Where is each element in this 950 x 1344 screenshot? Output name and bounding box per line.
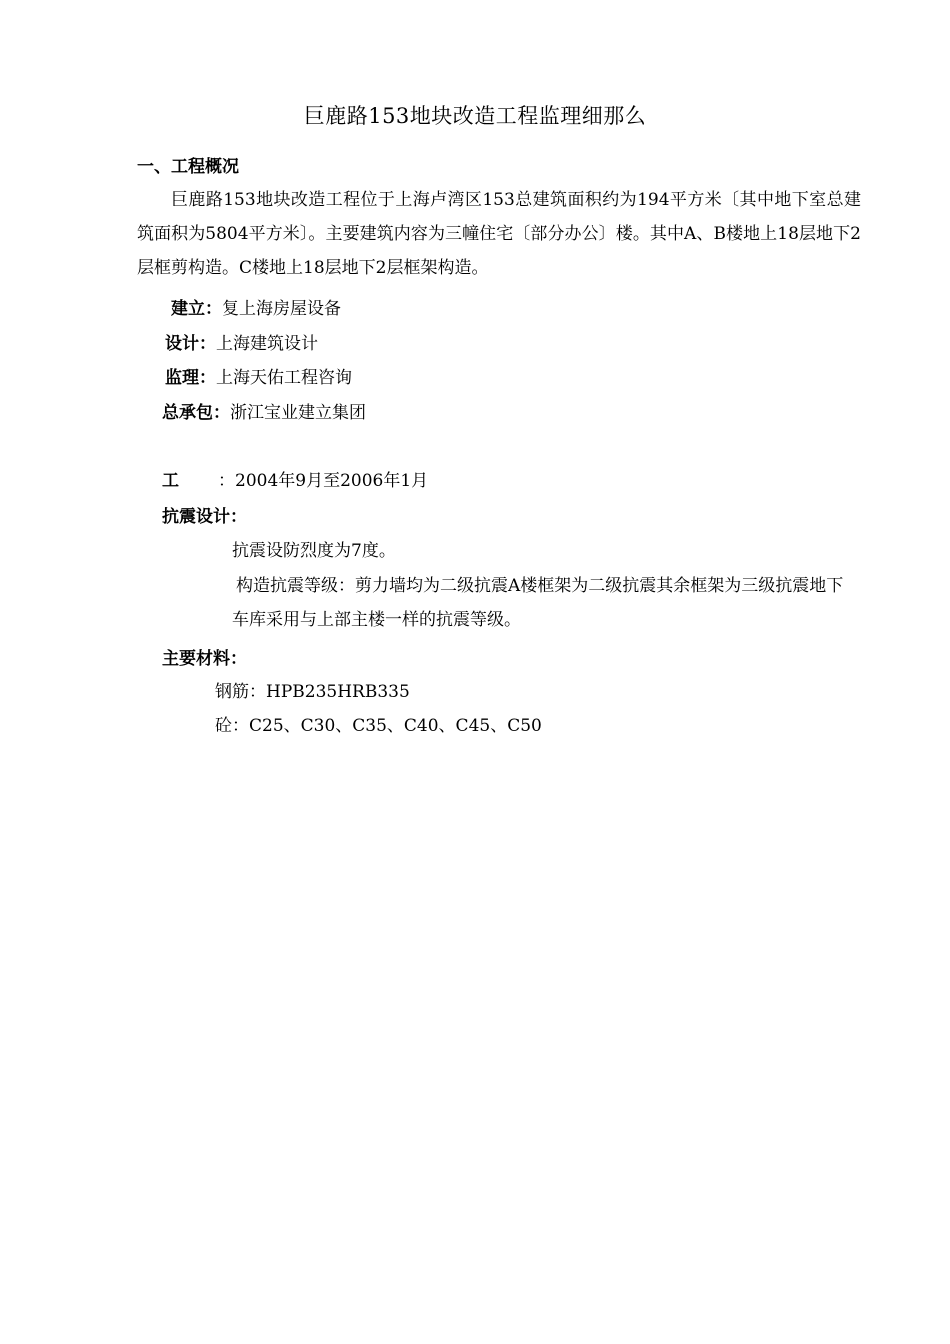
supervisor-label: 监理： bbox=[165, 368, 216, 388]
concrete-line: 砼：C25、C30、C35、C40、C45、C50 bbox=[215, 716, 542, 736]
overview-paragraph: 巨鹿路153地块改造工程位于上海卢湾区153总建筑面积约为194平方米〔其中地下室总建筑面积为5804平方米〕。主要建筑内容为三幢住宅〔部分办公〕楼。其中A、B楼地上18层地下2层框剪构造。C楼地上18层地下2层框架构造。 bbox=[137, 190, 861, 278]
designer-value: 上海建筑设计 bbox=[216, 334, 318, 354]
designer-label: 设计： bbox=[165, 334, 216, 354]
contractor-label: 总承包： bbox=[162, 403, 230, 423]
supervisor-row bbox=[165, 367, 352, 389]
materials-heading: 主要材料： bbox=[162, 649, 247, 669]
builder-label: 建立： bbox=[171, 299, 222, 319]
period-row bbox=[162, 470, 428, 492]
rebar-line: 钢筋：HPB235HRB335 bbox=[215, 682, 410, 702]
period-value: ：2004年9月至2006年1月 bbox=[218, 471, 429, 491]
document-title: 巨鹿路153地块改造工程监理细那么 bbox=[303, 104, 647, 128]
seismic-heading: 抗震设计： bbox=[162, 507, 247, 527]
seismic-line-1: 抗震设防烈度为7度。 bbox=[232, 541, 396, 561]
seismic-line-2: 构造抗震等级：剪力墙均为二级抗震A楼框架为二级抗震其余框架为三级抗震地下车库采用与上部主楼一样的抗震等级。 bbox=[232, 576, 844, 630]
period-label: 工 bbox=[162, 471, 179, 491]
contractor-value: 浙江宝业建立集团 bbox=[230, 403, 366, 423]
supervisor-value: 上海天佑工程咨询 bbox=[216, 368, 352, 388]
builder-row bbox=[171, 298, 341, 320]
designer-row bbox=[165, 333, 318, 355]
builder-value: 复上海房屋设备 bbox=[222, 299, 341, 319]
section-heading-overview: 一、工程概况 bbox=[137, 157, 239, 177]
contractor-row bbox=[162, 402, 366, 424]
